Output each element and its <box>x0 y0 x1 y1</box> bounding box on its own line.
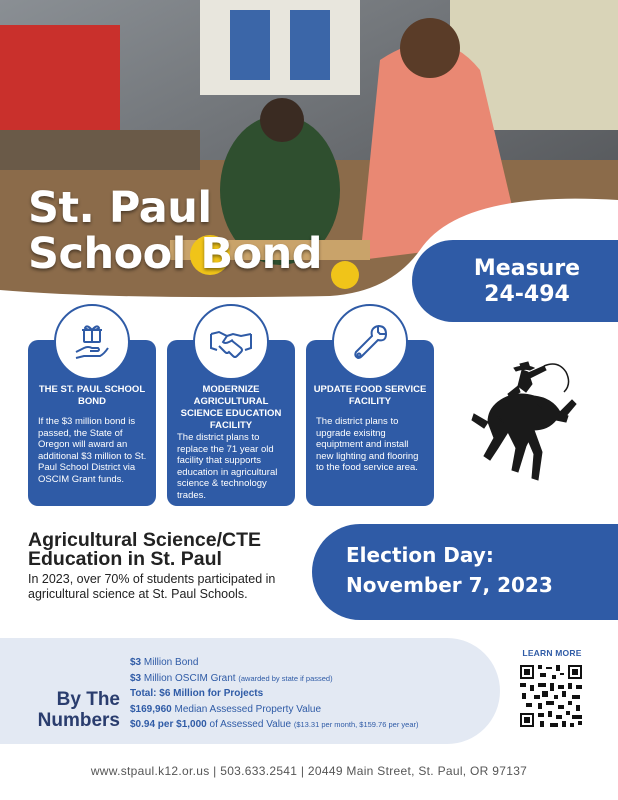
numbers-item <box>130 702 419 718</box>
card-modernize-ag <box>167 340 295 506</box>
numbers-item-value: $169,960 <box>130 703 172 715</box>
card-title: MODERNIZE AGRICULTURAL SCIENCE EDUCATION FACILITY <box>180 384 282 431</box>
numbers-item-value: $3 <box>130 672 142 684</box>
ag-title-line1: Agricultural Science/CTE <box>28 529 261 551</box>
card-school-bond <box>28 340 156 506</box>
numbers-item-text: Million Bond <box>141 657 199 668</box>
election-line1: Election Day: <box>346 543 494 567</box>
bronco-rider-logo <box>468 356 580 488</box>
card-body: The district plans to upgrade exisitng equiptment and install new lighting and flooring to the food service area. <box>316 416 419 474</box>
numbers-item <box>130 717 419 733</box>
hero-title-line2: School Bond <box>28 229 323 279</box>
hero-title-line1: St. Paul <box>28 183 212 233</box>
numbers-item-value: $0.94 per $1,000 <box>130 719 207 730</box>
numbers-list <box>130 655 419 733</box>
numbers-item-text: Median Assessed Property Value <box>171 703 322 715</box>
wrench-icon <box>332 304 408 380</box>
handshake-icon <box>193 304 269 380</box>
numbers-item-value: $3 <box>130 657 142 668</box>
numbers-item <box>130 655 419 671</box>
measure-line1: Measure <box>473 256 581 281</box>
numbers-heading-line1: By The <box>56 689 120 710</box>
election-day-banner <box>312 524 618 620</box>
measure-line2: 24-494 <box>484 282 570 307</box>
numbers-item-note: (awarded by state if passed) <box>238 673 333 683</box>
numbers-item <box>130 686 419 702</box>
card-title: THE ST. PAUL SCHOOL BOND <box>38 384 146 407</box>
numbers-heading <box>28 689 120 731</box>
footer-contact: www.stpaul.k12.or.us | 503.633.2541 | 20449 Main Street, St. Paul, OR 97137 <box>90 764 528 778</box>
ag-section-title <box>28 531 261 569</box>
hero-title <box>28 185 322 277</box>
numbers-heading-line2: Numbers <box>37 710 120 731</box>
card-body: The district plans to replace the 71 year old facility that supports education in agricultural science & technology trades. <box>177 432 278 501</box>
qr-code[interactable] <box>518 663 584 729</box>
card-body: If the $3 million bond is passed, the State of Oregon will award an additional $3 million to St. Paul School District via OSCIM Grant funds. <box>38 416 147 485</box>
measure-badge <box>412 240 618 322</box>
numbers-item-value: Total: $6 Million for Projects <box>130 688 264 699</box>
numbers-item-text: of Assessed Value <box>206 719 294 730</box>
card-food-service <box>306 340 434 506</box>
ag-section-text: In 2023, over 70% of students participated in agricultural science at St. Paul Schools. <box>28 572 276 601</box>
election-line2: November 7, 2023 <box>346 573 553 597</box>
ag-title-line2: Education in St. Paul <box>28 548 222 570</box>
gift-in-hand-icon <box>54 304 130 380</box>
card-title: UPDATE FOOD SERVICE FACILITY <box>313 384 427 407</box>
numbers-item <box>130 671 419 687</box>
numbers-item-note: ($13.31 per month, $159.76 per year) <box>293 720 419 729</box>
learn-more-label: LEARN MORE <box>522 648 582 658</box>
numbers-item-text: Million OSCIM Grant <box>141 672 239 684</box>
